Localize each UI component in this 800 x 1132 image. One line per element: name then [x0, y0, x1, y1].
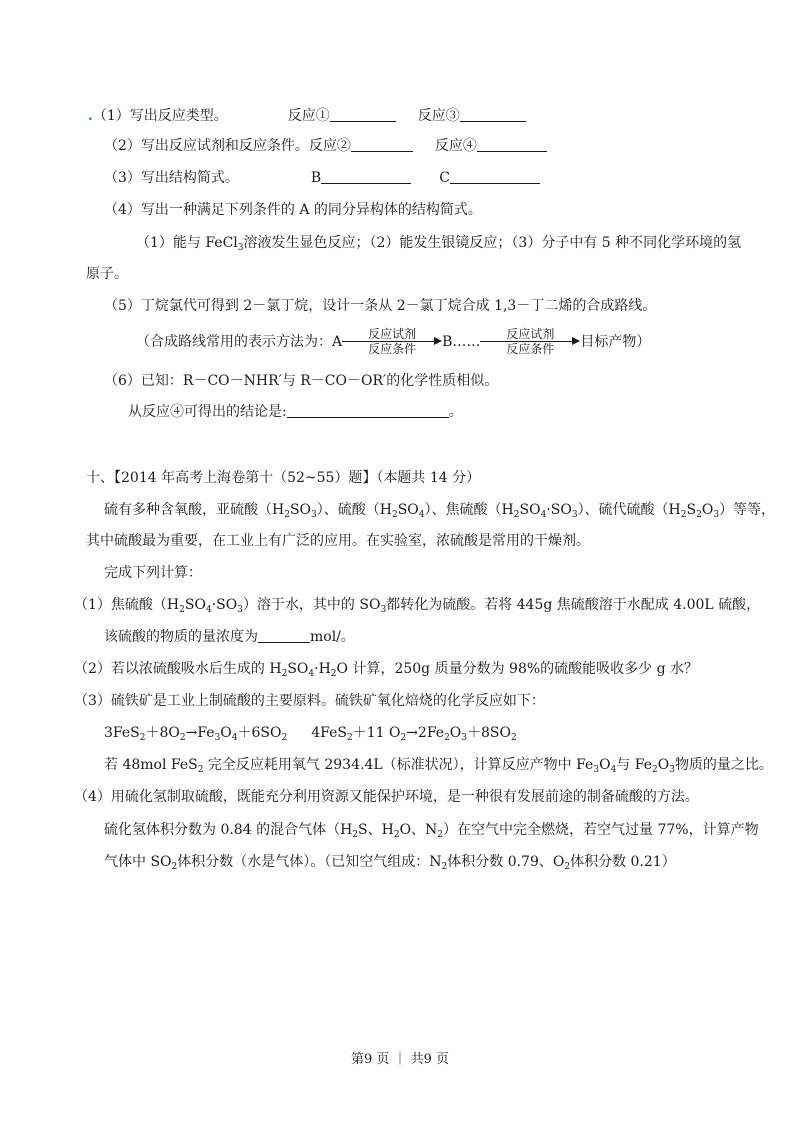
s4l2-6: ）在空气中完全燃烧，若空气过量 77%，计算产物 — [443, 822, 759, 838]
eq2-5: 2 — [444, 733, 450, 743]
s3q-5: 4 — [610, 765, 617, 775]
q4-line: （4）写出一种满足下列条件的 A 的同分异构体的结构简式。 — [104, 202, 482, 218]
s4l2-0: 硫化氢体积分数为 0.84 的混合气体（H — [104, 822, 353, 838]
s3q-0: 若 48mol FeS — [104, 757, 198, 773]
s4l2-5: 2 — [437, 830, 444, 840]
q3-c-blank[interactable] — [450, 169, 540, 184]
page-footer: 第9 页 ｜ 共9 页 — [350, 1052, 450, 1067]
eq2-6: O — [449, 725, 462, 741]
bullet-dot: . — [88, 108, 93, 124]
eq1-8: ＋6SO — [237, 725, 282, 741]
route-arrow-1 — [342, 329, 442, 355]
s3q-7: 2 — [651, 765, 658, 775]
s4l3-2: 体积分数（水是气体）。（已知空气组成：N — [177, 854, 442, 870]
intro-p1: 硫有多种含氧酸，亚硫酸（H — [104, 502, 285, 518]
q4-cond-a: （1）能与 FeCl — [136, 235, 238, 251]
s1-unit: mol/。 — [310, 629, 355, 645]
intro-p6: ）、硫代硫酸（H — [577, 502, 681, 518]
intro-p8: O — [701, 502, 714, 518]
arrow2-top: 反应试剂 — [506, 327, 555, 341]
q10-task: 完成下列计算： — [104, 565, 202, 581]
route-suffix: 目标产物） — [580, 334, 651, 350]
eq2-3: 2 — [400, 733, 407, 743]
q6-conclusion-label: 从反应④可得出的结论是: — [128, 404, 287, 420]
q6-end: 。 — [448, 404, 463, 420]
q3-label: （3）写出结构简式。 — [104, 170, 239, 186]
q4-conditions — [136, 233, 741, 258]
s2-a: （2）若以浓硫酸吸水后生成的 H — [74, 661, 282, 677]
q1-r1-blank[interactable] — [330, 107, 396, 122]
s1-c: ·SO — [211, 597, 238, 613]
s2-d: O 计算，250g 质量分数为 98%的硫酸能吸收多少 g 水？ — [336, 661, 699, 677]
q2-r2-blank[interactable] — [351, 137, 413, 152]
q1-r1-label: 反应① — [287, 108, 330, 124]
intro-p2b: SO — [397, 502, 419, 518]
q2-r4-label: 反应④ — [434, 138, 477, 154]
s3q-9: 3 — [669, 765, 675, 775]
question10-title: 十、【2014 年高考上海卷第十（52~55）题】（本题共 14 分） — [86, 470, 481, 486]
eq2-4: →2Fe — [406, 725, 445, 741]
intro-p2c: SO — [519, 502, 541, 518]
s4l3-1: 2 — [171, 862, 178, 872]
s4-label: （4）用硫化氢制取硫酸，既能充分利用资源又能保护环境，是一种很有发展前途的制备硫酸的方法。 — [74, 789, 699, 805]
q2-label: （2）写出反应试剂和反应条件。反应② — [104, 138, 351, 154]
q3-b-blank[interactable] — [321, 169, 411, 184]
q4-cond-b: 溶液发生显色反应；（2）能发生银镜反应；（3）分子中有 5 种不同化学环境的氢 — [243, 235, 742, 251]
s3q-1: 2 — [197, 765, 204, 775]
eq2-2: ＋11 O — [352, 725, 401, 741]
q6-conclusion — [128, 402, 463, 422]
s4l3-4: 体积分数 0.79、O — [447, 854, 565, 870]
route-arrow-2 — [480, 329, 580, 355]
s1-line2-text: 该硫酸的物质的量浓度为 — [104, 629, 258, 645]
s3q-8: O — [657, 757, 670, 773]
q3-c-label: C — [439, 170, 450, 186]
intro-p2: SO — [289, 502, 312, 518]
s4l2-3: 2 — [393, 830, 400, 840]
s4l2-2: S、H — [358, 822, 394, 838]
q10-intro-line2: 其中硫酸最为重要，在工业上有广泛的应用。在实验室，浓硫酸是常用的干燥剂。 — [86, 533, 590, 549]
s4l2-1: 2 — [352, 830, 359, 840]
q2-line — [104, 136, 547, 156]
s2-line: （2）若以浓硫酸吸水后生成的 $H_2SO_4\cdot H_2O$ 计算，250g 质量分数为 98%的硫酸能吸收多少 g 水？ — [74, 661, 699, 679]
q1-label: （1）写出反应类型。 — [92, 108, 228, 124]
intro-p5: ·SO — [546, 502, 572, 518]
s2-c: ·H — [314, 661, 331, 677]
eq1-3: 2 — [179, 733, 186, 743]
eq1-9: 2 — [281, 733, 288, 743]
s3q-2: 完全反应耗用氧气 2934.4L（标准状况），计算反应产物中 Fe — [203, 757, 594, 773]
intro-p7: S — [686, 502, 697, 518]
s4l3-6: 体积分数 0.21） — [570, 854, 676, 870]
s1-line1: （1）焦硫酸$(H_2SO_4\cdot SO_3)$溶于水，其中的 $SO_3$都转化为硫酸。若将 445g 焦硫酸溶于水配成 4.00L 硫酸， — [74, 597, 761, 615]
s3-label: （3）硫铁矿是工业上制硫酸的主要原料。硫铁矿氧化焙烧的化学反应如下： — [74, 693, 545, 709]
s1-b: SO — [184, 597, 206, 613]
q1-r3-blank[interactable] — [460, 107, 526, 122]
q4-cond-sub: 3 — [237, 243, 244, 253]
eq1-5: 3 — [214, 733, 221, 743]
s4l2-4: O、N — [399, 822, 438, 838]
q6-line: （6）已知：R－CO－NHR′与 R－CO－OR′的化学性质相似。 — [104, 373, 499, 389]
eq2-7: 3 — [461, 733, 468, 743]
s4-line2 — [104, 820, 759, 845]
q5-route — [136, 329, 650, 355]
s4l3-0: 气体中 SO — [104, 854, 172, 870]
intro-p3: ）、硫酸（H — [316, 502, 392, 518]
eq1-6: O — [220, 725, 232, 741]
eq1-4: →Fe — [185, 725, 215, 741]
q2-r4-blank[interactable] — [477, 137, 547, 152]
s1-d: ）溶于水，其中的 SO — [242, 597, 381, 613]
s2-b: SO — [287, 661, 309, 677]
s3-equations — [104, 723, 517, 748]
arrow2-bottom: 反应条件 — [506, 342, 555, 356]
s3q-3: 3 — [593, 765, 600, 775]
s3-question — [104, 755, 773, 780]
s1-a: （1）焦硫酸（H — [74, 597, 180, 613]
eq1-1: 2 — [139, 733, 146, 743]
intro-p4: ）、焦硫酸（H — [424, 502, 514, 518]
route-mid: B…… — [442, 334, 481, 350]
s1-concentration-blank[interactable] — [258, 628, 310, 643]
q3-b-label: B — [310, 170, 322, 186]
eq1-2: ＋8O — [145, 725, 180, 741]
eq2-9: 2 — [511, 733, 517, 743]
eq2-8: ＋8SO — [467, 725, 511, 741]
s4-line3 — [104, 852, 676, 877]
s1-line2 — [104, 627, 355, 647]
q1-line — [88, 106, 526, 126]
arrow1-top: 反应试剂 — [368, 327, 417, 341]
s1-e: 都转化为硫酸。若将 445g 焦硫酸溶于水配成 4.00L 硫酸， — [386, 597, 761, 613]
q6-blank[interactable] — [287, 403, 449, 418]
intro-p9: ）等等， — [719, 502, 776, 518]
q5-line: （5）丁烷氯代可得到 2－氯丁烷，设计一条从 2－氯丁烷合成 1,3－丁二烯的合成路线。 — [104, 298, 657, 314]
q4-conditions-cont: 原子。 — [86, 266, 128, 282]
eq1-7: 4 — [231, 733, 238, 743]
route-prefix: （合成路线常用的表示方法为：A — [136, 334, 343, 350]
q3-line — [104, 168, 540, 188]
eq2-0: 4FeS — [311, 725, 347, 741]
q1-r3-label: 反应③ — [417, 108, 460, 124]
s4l3-3: 2 — [441, 862, 448, 872]
q10-intro-line1: 硫有多种含氧酸，亚硫酸$(H_2SO_3)$、硫酸$(H_2SO_4)$、焦硫酸$(H_2SO_4\cdot SO_3)$、硫代硫酸$(H_2S_2O_3)$等等， — [104, 502, 776, 520]
s3q-10: 物质的量之比。 — [674, 757, 773, 773]
eq1-0: 3FeS — [104, 725, 140, 741]
s3q-6: 与 Fe — [616, 757, 652, 773]
s4l3-5: 2 — [564, 862, 571, 872]
arrow1-bottom: 反应条件 — [368, 342, 417, 356]
eq2-1: 2 — [346, 733, 353, 743]
s3q-4: O — [599, 757, 611, 773]
